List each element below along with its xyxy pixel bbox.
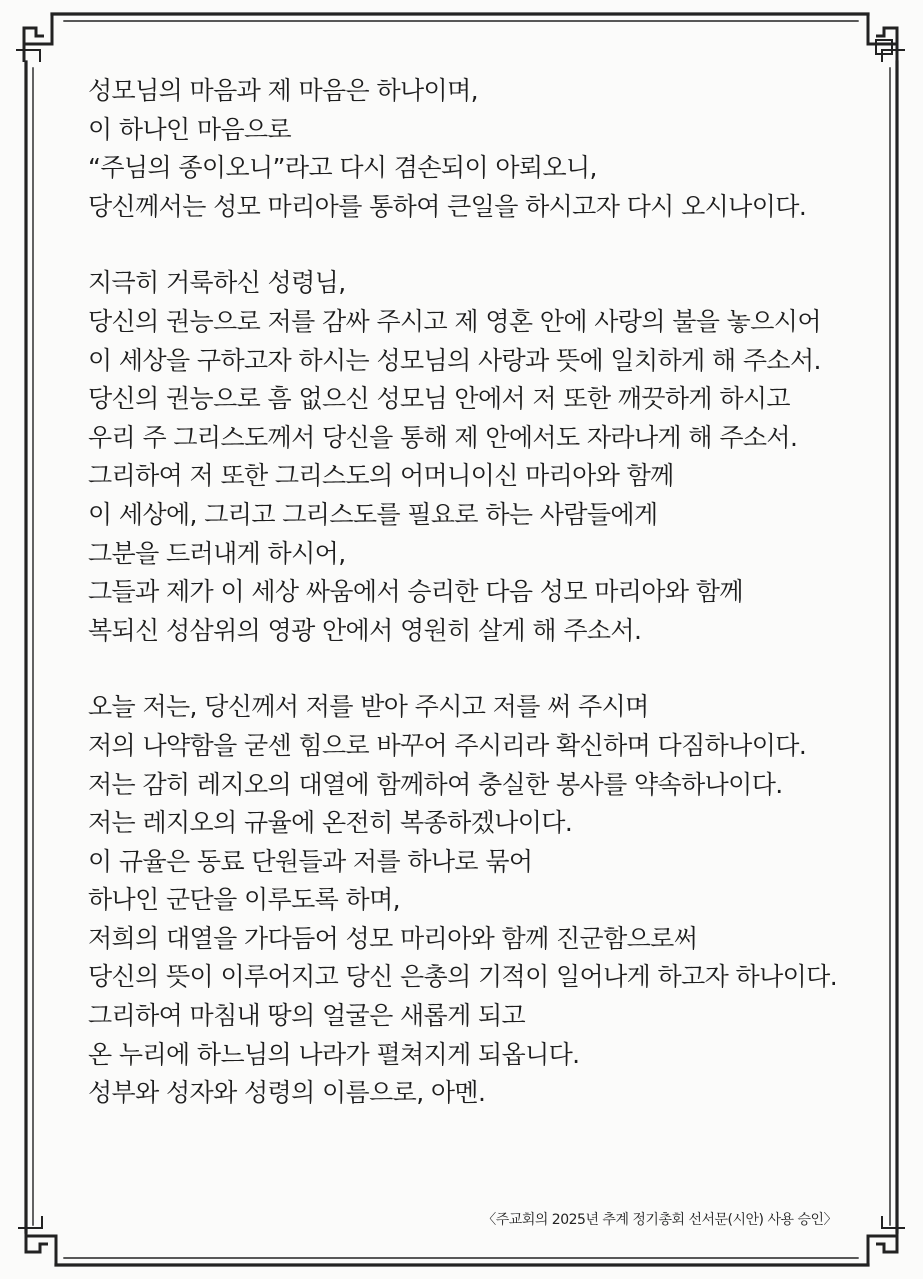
text-line: 당신의 권능으로 흠 없으신 성모님 안에서 저 또한 깨끗하게 하시고 [88, 384, 790, 414]
text-line: 성모님의 마음과 제 마음은 하나이며, [88, 76, 478, 105]
text-line: 이 세상을 구하고자 하시는 성모님의 사랑과 뜻에 일치하게 해 주소서. [88, 345, 821, 375]
stanza-1 [88, 72, 858, 226]
prayer-text [88, 72, 858, 1113]
corner-ornament-bottom-left [18, 1216, 56, 1265]
text-line: 저의 나약함을 굳센 힘으로 바꾸어 주시리라 확신하며 다짐하나이다. [88, 730, 807, 760]
text-line: 이 세상에, 그리고 그리스도를 필요로 하는 사람들에게 [88, 499, 658, 529]
text-line: “주님의 종이오니”라고 다시 겸손되이 아뢰오니, [88, 153, 597, 183]
text-line: 그들과 제가 이 세상 싸움에서 승리한 다음 성모 마리아와 함께 [88, 577, 743, 607]
stanza-2 [88, 264, 858, 650]
text-line: 온 누리에 하느님의 나라가 펼쳐지게 되옵니다. [88, 1039, 580, 1069]
text-line: 이 규율은 동료 단원들과 저를 하나로 묶어 [88, 846, 533, 876]
text-line: 당신의 권능으로 저를 감싸 주시고 제 영혼 안에 사랑의 불을 놓으시어 [88, 306, 821, 336]
text-line: 복되신 성삼위의 영광 안에서 영원히 살게 해 주소서. [88, 615, 642, 645]
text-line: 당신께서는 성모 마리아를 통하여 큰일을 하시고자 다시 오시나이다. [88, 191, 807, 221]
text-line: 그분을 드러내게 하시어, [88, 538, 346, 568]
text-line: 그리하여 저 또한 그리스도의 어머니이신 마리아와 함께 [88, 461, 674, 491]
text-line: 그리하여 마침내 땅의 얼굴은 새롭게 되고 [88, 1001, 526, 1031]
corner-ornament-top-right [868, 14, 905, 62]
corner-ornament-bottom-right [868, 1216, 905, 1265]
stanza-gap [88, 650, 858, 688]
stanza-gap [88, 226, 858, 264]
text-line: 지극히 거룩하신 성령님, [88, 268, 346, 298]
corner-ornament-top-left [16, 14, 52, 62]
text-line: 당신의 뜻이 이루어지고 당신 은총의 기적이 일어나게 하고자 하나이다. [88, 962, 838, 992]
text-line: 저희의 대열을 가다듬어 성모 마리아와 함께 진군함으로써 [88, 923, 698, 953]
approval-footnote: 〈주교회의 2025년 추계 정기총회 선서문(시안) 사용 승인〉 [482, 1212, 837, 1228]
text-line: 우리 주 그리스도께서 당신을 통해 제 안에서도 자라나게 해 주소서. [88, 422, 798, 452]
text-line: 성부와 성자와 성령의 이름으로, 아멘. [88, 1078, 486, 1108]
text-line: 오늘 저는, 당신께서 저를 받아 주시고 저를 써 주시며 [88, 692, 649, 722]
text-line: 저는 감히 레지오의 대열에 함께하여 충실한 봉사를 약속하나이다. [88, 769, 783, 799]
stanza-3 [88, 688, 858, 1113]
text-line: 이 하나인 마음으로 [88, 114, 292, 144]
text-line: 하나인 군단을 이루도록 하며, [88, 885, 400, 915]
text-line: 저는 레지오의 규율에 온전히 복종하겠나이다. [88, 808, 573, 838]
